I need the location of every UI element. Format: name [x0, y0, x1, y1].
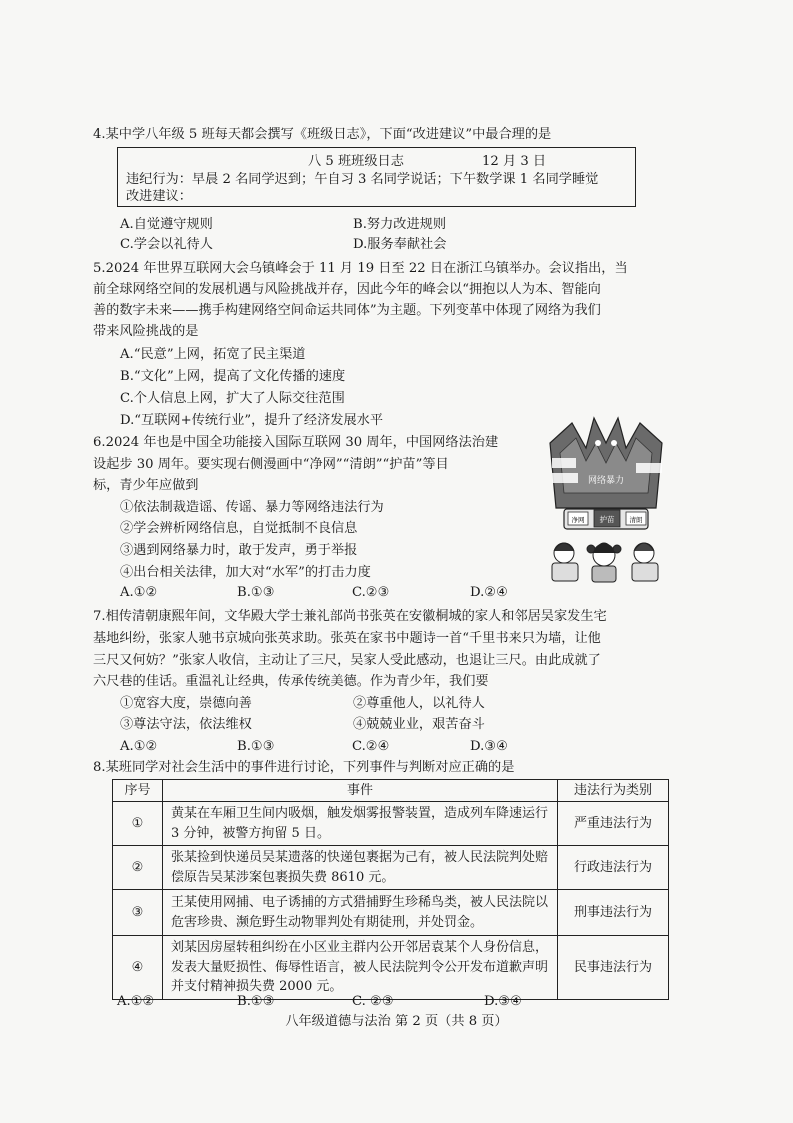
q6-item: ④出台相关法律，加大对“水军”的打击力度 — [120, 565, 371, 580]
row-type: 严重违法行为 — [558, 802, 669, 846]
q5-option-c[interactable]: C.个人信息上网，扩大了人际交往范围 — [120, 391, 345, 406]
q8-option-a[interactable]: A.①② — [117, 994, 155, 1009]
q7-option-a[interactable]: A.①② — [120, 739, 158, 754]
q8-option-d[interactable]: D.③④ — [484, 994, 522, 1009]
row-event: 刘某因房屋转租纠纷在小区业主群内公开邻居袁某个人身份信息，发表大量贬损性、侮辱性语言，被人民法院判令公开发布道歉声明并支付精神损失费 2000 元。 — [163, 936, 558, 1000]
q6-option-c[interactable]: C.②③ — [352, 585, 390, 600]
q5-stem-line: 善的数字未来——携手构建网络空间命运共同体”为主题。下列变革中体现了网络为我们 — [93, 303, 601, 318]
row-no: ① — [113, 802, 163, 846]
row-no: ② — [113, 846, 163, 890]
q6-option-b[interactable]: B.①③ — [237, 585, 275, 600]
table-row — [113, 890, 669, 936]
q7-item: ③尊法守法，依法维权 — [120, 717, 252, 732]
header-type: 违法行为类别 — [558, 780, 669, 802]
q6-stem-line: 标，青少年应做到 — [93, 478, 199, 493]
page-footer: 八年级道德与法治 第 2 页（共 8 页） — [285, 1014, 508, 1029]
q8-option-c[interactable]: C. ②③ — [352, 994, 394, 1009]
row-type: 刑事违法行为 — [558, 890, 669, 936]
row-event: 张某捡到快递员吴某遗落的快递包裹据为己有，被人民法院判处赔偿原告吴某涉案包裹损失费 8610 元。 — [163, 846, 558, 890]
q7-item: ①宽容大度，崇德向善 — [120, 696, 252, 711]
row-event: 王某使用网捕、电子诱捕的方式猎捕野生珍稀鸟类，被人民法院以危害珍贵、濒危野生动物罪判处有期徒刑，并处罚金。 — [163, 890, 558, 936]
cartoon-label-humiao: 护苗 — [599, 515, 615, 524]
q6-option-d[interactable]: D.②④ — [470, 585, 508, 600]
q4-option-b[interactable]: B.努力改进规则 — [353, 217, 447, 232]
q8-option-b[interactable]: B.①③ — [237, 994, 275, 1009]
cartoon-label-violence: 网络暴力 — [587, 476, 625, 486]
q5-stem-line: 带来风险挑战的是 — [93, 324, 199, 339]
table-header-row — [113, 780, 669, 802]
cartoon-label-qinglang: 清朗 — [629, 516, 643, 524]
q7-item: ②尊重他人，以礼待人 — [353, 696, 485, 711]
q8-event-table — [112, 779, 669, 1000]
q4-option-c[interactable]: C.学会以礼待人 — [120, 237, 213, 252]
q7-stem-line: 三尺又何妨？”张家人收信，主动让了三尺，吴家人受此感动，也退让三尺。由此成就了 — [93, 653, 601, 668]
q5-stem-line: 前全球网络空间的发展机遇与风险挑战并存，因此今年的峰会以“拥抱以人为本、智能向 — [93, 282, 601, 297]
row-no: ③ — [113, 890, 163, 936]
q5-option-b[interactable]: B.“文化”上网，提高了文化传播的速度 — [120, 369, 346, 384]
log-title: 八 5 班班级日志 — [308, 154, 404, 169]
q5-option-a[interactable]: A.“民意”上网，拓宽了民主渠道 — [120, 347, 306, 362]
header-no: 序号 — [113, 780, 163, 802]
table-row — [113, 846, 669, 890]
log-violations: 违纪行为：早晨 2 名同学迟到；午自习 3 名同学说话；下午数学课 1 名同学睡觉 — [126, 172, 599, 187]
q7-stem-line: 基地纠纷，张家人驰书京城向张英求助。张英在家书中题诗一首“千里书来只为墙，让他 — [93, 631, 601, 646]
q7-option-d[interactable]: D.③④ — [470, 739, 508, 754]
header-event: 事件 — [163, 780, 558, 802]
q6-item: ②学会辨析网络信息，自觉抵制不良信息 — [120, 521, 358, 536]
q4-option-d[interactable]: D.服务奉献社会 — [353, 237, 447, 252]
log-suggestion: 改进建议： — [126, 189, 192, 204]
q6-stem-line: 设起步 30 周年。要实现右侧漫画中“净网”“清朗”“护苗”等目 — [93, 457, 449, 472]
table-row — [113, 936, 669, 1000]
row-type: 民事违法行为 — [558, 936, 669, 1000]
q6-option-a[interactable]: A.①② — [120, 585, 158, 600]
q8-stem: 8.某班同学对社会生活中的事件进行讨论，下列事件与判断对应正确的是 — [93, 760, 515, 775]
table-row — [113, 802, 669, 846]
log-date: 12 月 3 日 — [482, 154, 547, 169]
q7-stem-line: 六尺巷的佳话。重温礼让经典，传承传统美德。作为青少年，我们要 — [93, 674, 489, 689]
cartoon-label-jingwang: 净网 — [571, 516, 585, 524]
internet-governance-cartoon — [546, 413, 666, 588]
q5-option-d[interactable]: D.“互联网+传统行业”，提升了经济发展水平 — [120, 413, 384, 428]
q7-item: ④兢兢业业，艰苦奋斗 — [353, 717, 485, 732]
q4-option-a[interactable]: A.自觉遵守规则 — [120, 217, 213, 232]
q6-stem-line: 6.2024 年也是中国全功能接入国际互联网 30 周年，中国网络法治建 — [93, 435, 499, 450]
row-event: 黄某在车厢卫生间内吸烟，触发烟雾报警装置，造成列车降速运行 3 分钟，被警方拘留 5 日。 — [163, 802, 558, 846]
class-log-box — [117, 147, 636, 207]
q7-option-b[interactable]: B.①③ — [237, 739, 275, 754]
q6-item: ①依法制裁造谣、传谣、暴力等网络违法行为 — [120, 500, 384, 515]
row-no: ④ — [113, 936, 163, 1000]
q5-stem-line: 5.2024 年世界互联网大会乌镇峰会于 11 月 19 日至 22 日在浙江乌镇举办。会议指出，当 — [93, 261, 628, 276]
q7-option-c[interactable]: C.②④ — [352, 739, 390, 754]
q4-stem: 4.某中学八年级 5 班每天都会撰写《班级日志》，下面“改进建议”中最合理的是 — [93, 127, 552, 142]
q7-stem-line: 7.相传清朝康熙年间，文华殿大学士兼礼部尚书张英在安徽桐城的家人和邻居吴家发生宅 — [93, 609, 607, 624]
row-type: 行政违法行为 — [558, 846, 669, 890]
q6-item: ③遇到网络暴力时，敢于发声，勇于举报 — [120, 543, 358, 558]
